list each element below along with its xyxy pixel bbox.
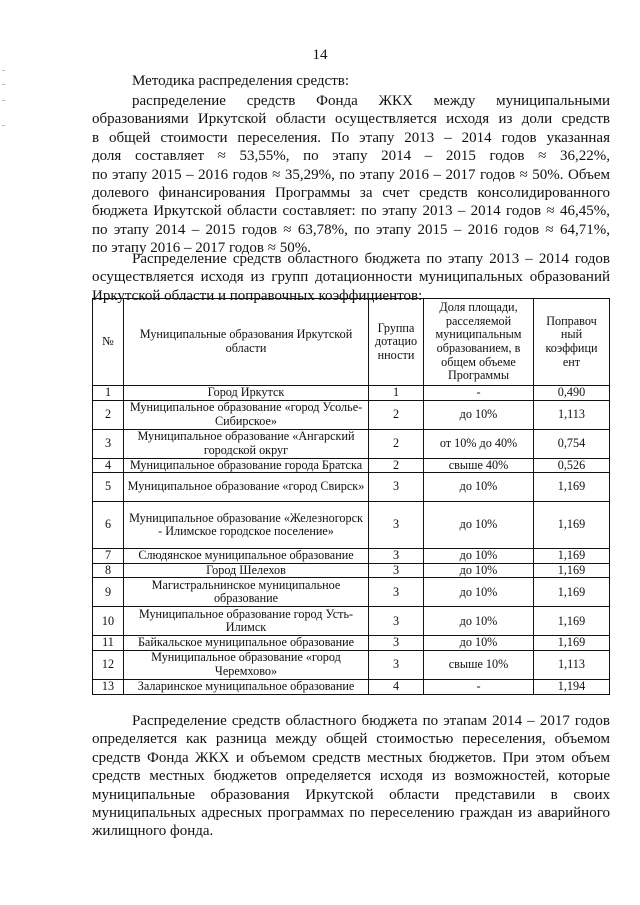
cell-num: 7 — [93, 549, 124, 564]
header-num: № — [93, 299, 124, 386]
cell-municipality: Муниципальное образование города Братска — [124, 458, 369, 473]
header-coefficient: Поправоч ный коэффици ент — [534, 299, 610, 386]
cell-share: до 10% — [424, 578, 534, 607]
cell-share: - — [424, 679, 534, 694]
header-municipality: Муниципальные образования Иркутской области — [124, 299, 369, 386]
cell-group: 3 — [369, 607, 424, 636]
cell-coefficient: 1,169 — [534, 636, 610, 651]
table-row — [93, 549, 610, 564]
table-row — [93, 679, 610, 694]
cell-share: до 10% — [424, 563, 534, 578]
text-line: по этапу 2015 – 2016 годов ≈ 35,29%, по этапу 2016 – 2017 годов ≈ 50%. Объем — [92, 166, 610, 183]
text-line: муниципальные образования Иркутской области представили в своих — [92, 786, 610, 803]
cell-num: 9 — [93, 578, 124, 607]
paragraph-budget-2014-2017 — [92, 712, 610, 841]
cell-group: 3 — [369, 563, 424, 578]
cell-share: от 10% до 40% — [424, 429, 534, 458]
cell-share: - — [424, 386, 534, 401]
cell-share: до 10% — [424, 607, 534, 636]
header-share: Доля площади, расселяемой муниципальным образованием, в общем объеме Программы — [424, 299, 534, 386]
table-row — [93, 563, 610, 578]
text-line: по этапу 2014 – 2015 годов ≈ 63,78%, по этапу 2015 – 2016 годов ≈ 64,71%, — [92, 221, 610, 238]
cell-share: до 10% — [424, 400, 534, 429]
cell-coefficient: 1,194 — [534, 679, 610, 694]
cell-coefficient: 1,169 — [534, 578, 610, 607]
table-header-row — [93, 299, 610, 386]
text-line: средств Фонда ЖКХ и объемом средств местных бюджетов. При этом объем — [92, 749, 610, 766]
cell-municipality: Байкальское муниципальное образование — [124, 636, 369, 651]
table-row — [93, 607, 610, 636]
cell-num: 12 — [93, 650, 124, 679]
cell-municipality: Муниципальное образование «Железногорск - Илимское городское поселение» — [124, 502, 369, 549]
cell-share: до 10% — [424, 502, 534, 549]
text-line: образованиями Иркутской области осуществляется исходя из доли средств — [92, 111, 610, 128]
text-line: осуществляется исходя из групп дотационности муниципальных образований — [92, 269, 610, 286]
text-line: долевого финансирования Программы за счет средств консолидированного — [92, 185, 610, 202]
cell-share: до 10% — [424, 636, 534, 651]
cell-group: 3 — [369, 549, 424, 564]
cell-municipality: Заларинское муниципальное образование — [124, 679, 369, 694]
cell-num: 6 — [93, 502, 124, 549]
cell-municipality: Муниципальное образование «Ангарский городской округ — [124, 429, 369, 458]
cell-group: 3 — [369, 578, 424, 607]
cell-group: 1 — [369, 386, 424, 401]
table-row — [93, 502, 610, 549]
cell-group: 3 — [369, 650, 424, 679]
cell-group: 2 — [369, 400, 424, 429]
cell-group: 2 — [369, 429, 424, 458]
cell-num: 4 — [93, 458, 124, 473]
cell-group: 4 — [369, 679, 424, 694]
text-line: доля составляет ≈ 53,55%, по этапу 2014 – 2015 годов ≈ 36,22%, — [92, 148, 610, 165]
cell-share: свыше 10% — [424, 650, 534, 679]
text-line: муниципальных адресных программах по переселению граждан из аварийного — [92, 805, 610, 822]
cell-share: до 10% — [424, 549, 534, 564]
cell-coefficient: 0,526 — [534, 458, 610, 473]
cell-coefficient: 1,169 — [534, 473, 610, 502]
cell-coefficient: 0,490 — [534, 386, 610, 401]
cell-municipality: Город Иркутск — [124, 386, 369, 401]
cell-num: 10 — [93, 607, 124, 636]
cell-coefficient: 1,169 — [534, 607, 610, 636]
header-group: Группа дотацио нности — [369, 299, 424, 386]
cell-municipality: Магистральнинское муниципальное образование — [124, 578, 369, 607]
cell-num: 2 — [93, 400, 124, 429]
cell-share: до 10% — [424, 473, 534, 502]
cell-municipality: Муниципальное образование «город Усолье-Сибирское» — [124, 400, 369, 429]
text-line: Иркутской области и поправочных коэффициентов: — [92, 287, 423, 304]
scan-edge-marks — [2, 70, 6, 170]
cell-num: 8 — [93, 563, 124, 578]
cell-num: 3 — [93, 429, 124, 458]
cell-municipality: Муниципальное образование «город Свирск» — [124, 473, 369, 502]
text-line: Распределение средств областного бюджета по этапам 2014 – 2017 годов — [132, 713, 610, 729]
text-line: в общей стоимости переселения. По этапу 2013 – 2014 годов указанная — [92, 129, 610, 146]
text-line: распределение средств Фонда ЖКХ между муниципальными — [132, 93, 610, 109]
cell-num: 11 — [93, 636, 124, 651]
table-row — [93, 400, 610, 429]
text-line: определяется как разница между общей стоимостью переселения, объемом — [92, 731, 610, 748]
cell-coefficient: 1,169 — [534, 563, 610, 578]
cell-num: 1 — [93, 386, 124, 401]
cell-coefficient: 1,113 — [534, 650, 610, 679]
table-row — [93, 636, 610, 651]
cell-coefficient: 1,113 — [534, 400, 610, 429]
cell-group: 3 — [369, 502, 424, 549]
page-number: 14 — [312, 47, 328, 63]
cell-group: 3 — [369, 636, 424, 651]
table-row — [93, 386, 610, 401]
cell-coefficient: 1,169 — [534, 549, 610, 564]
table-row — [93, 650, 610, 679]
cell-num: 5 — [93, 473, 124, 502]
paragraph-distribution-method — [92, 92, 610, 258]
cell-coefficient: 1,169 — [534, 502, 610, 549]
text-line: жилищного фонда. — [92, 823, 214, 840]
table-row — [93, 473, 610, 502]
cell-group: 2 — [369, 458, 424, 473]
cell-municipality: Муниципальное образование город Усть-Илимск — [124, 607, 369, 636]
text-line: бюджета Иркутской области составляет: по этапу 2013 – 2014 годов ≈ 46,45%, — [92, 203, 610, 220]
text-line: по этапу 2016 – 2017 годов ≈ 50%. — [92, 240, 311, 257]
paragraph-regional-budget — [92, 250, 610, 305]
cell-num: 13 — [93, 679, 124, 694]
cell-municipality: Слюдянское муниципальное образование — [124, 549, 369, 564]
cell-municipality: Муниципальное образование «город Черемхово» — [124, 650, 369, 679]
method-heading: Методика распределения средств: — [132, 73, 350, 89]
cell-coefficient: 0,754 — [534, 429, 610, 458]
table-row — [93, 429, 610, 458]
distribution-table — [92, 298, 610, 695]
table-row — [93, 578, 610, 607]
table-row — [93, 458, 610, 473]
cell-share: свыше 40% — [424, 458, 534, 473]
text-line: средств местных бюджетов определяется исходя из возможностей, которые — [92, 768, 610, 785]
text-line: Распределение средств областного бюджета по этапу 2013 – 2014 годов — [132, 251, 610, 267]
cell-group: 3 — [369, 473, 424, 502]
cell-municipality: Город Шелехов — [124, 563, 369, 578]
